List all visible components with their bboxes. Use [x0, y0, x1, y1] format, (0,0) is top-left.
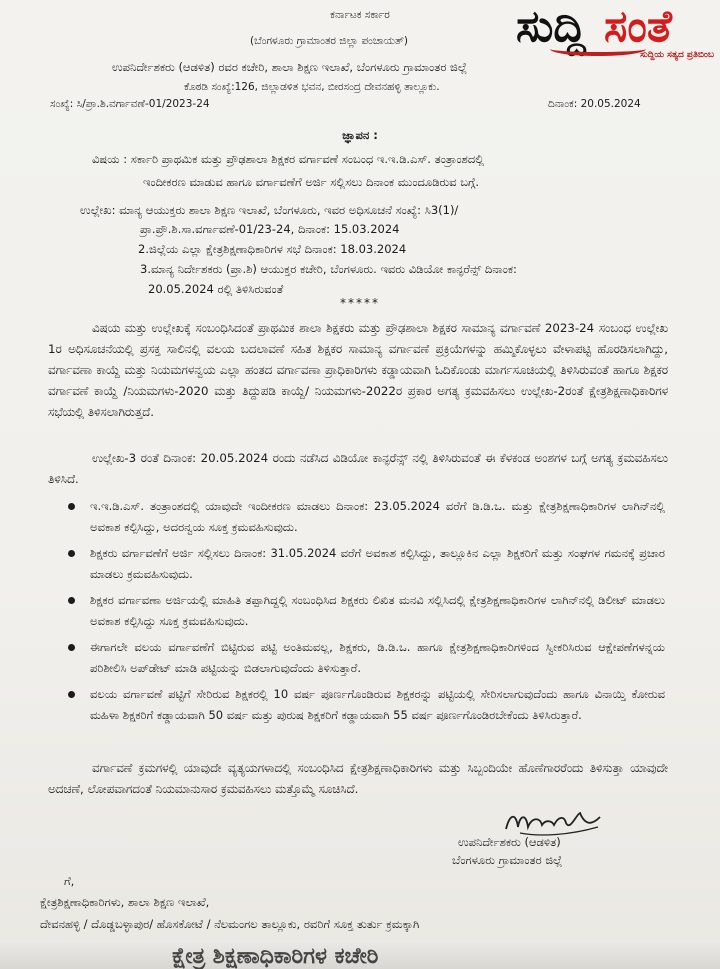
reference-1a: ಉಲ್ಲೇಖ: ಮಾನ್ಯ ಆಯುಕ್ತರು ಶಾಲಾ ಶಿಕ್ಷಣ ಇಲಾಖೆ, ಬೆಂಗಳೂರು, ಇವರ ಅಧಿಸೂಚನೆ ಸಂಖ್ಯೆ: ಸಿ3(1)/	[80, 203, 459, 217]
list-item: ವಲಯ ವರ್ಗಾವಣೆ ಪಟ್ಟಿಗೆ ಸೇರಿರುವ ಶಿಕ್ಷಕರಲ್ಲಿ 10 ವರ್ಷ ಪೂರ್ಣಗೊಂಡಿರುವ ಶಿಕ್ಷಕರನ್ನು ಪಟ್ಟಿಯಲ್ಲಿ ಸೇರಿಸಲಾಗುವುದೆಂದು ಹಾಗೂ ವಿನಾಯ್ತಿ ಕೋರುವ ಮಹಿಳಾ ಶಿಕ್ಷಕರಿಗೆ ಕಡ್ಡಾಯವಾಗಿ 50 ವರ್ಷ ಮತ್ತು ಪುರುಷ ಶಿಕ್ಷಕರಿಗೆ ಕಡ್ಡಾಯವಾಗಿ 55 ವರ್ಷ ಪೂರ್ಣಗೊಂಡಿರಬೇಕೆಂದು ತಿಳಿಸಿರುತ್ತಾರೆ.	[90, 684, 665, 726]
recipients-line-2: ದೇವನಹಳ್ಳಿ / ದೊಡ್ಡಬಳ್ಳಾಪುರ/ ಹೊಸಕೋಟೆ / ನೆಲಮಂಗಲ ತಾಲ್ಲೂಕು, ರವರಿಗೆ ಸೂಕ್ತ ತುರ್ತು ಕ್ರಮಕ್ಕಾಗಿ	[40, 917, 420, 931]
signoff-district: ಬೆಂಗಳೂರು ಗ್ರಾಮಾಂತರ ಜಿಲ್ಲೆ	[452, 853, 563, 867]
logo-word-sante: ಸಂತೆ	[604, 1, 672, 52]
list-item: ಈಗಾಗಲೇ ವಲಯ ವರ್ಗಾವಣೆಗೆ ಬಿಟ್ಟಿರುವ ಪಟ್ಟಿ ಅಂತಿಮವಲ್ಲ, ಶಿಕ್ಷಕರು, ಡಿ.ಡಿ.ಒ. ಹಾಗೂ ಕ್ಷೇತ್ರಶಿಕ್ಷಣಾಧಿಕಾರಿಗಳಿಂದ ಸ್ವೀಕರಿಸಿರುವ ಆಕ್ಷೇಪಣೆಗಳನ್ನಯ ಪರಿಶೀಲಿಸಿ ಅಪ್‌ಡೇಟ್ ಮಾಡಿ ಪಟ್ಟಿಯನ್ನು ಬಿಡಲಾಗುವುದೆಂದು ತಿಳಿಸುತ್ತಾರೆ.	[90, 637, 665, 679]
recipients-to: ಗೆ,	[64, 874, 75, 888]
reference-3b: 20.05.2024 ರಲ್ಲಿ ತಿಳಿಸಿರುವಂತೆ	[148, 282, 284, 296]
paragraph-1: ವಿಷಯ ಮತ್ತು ಉಲ್ಲೇಖಕ್ಕೆ ಸಂಬಂಧಿಸಿದಂತೆ ಪ್ರಾಥಮಿಕ ಶಾಲಾ ಶಿಕ್ಷಕರು ಮತ್ತು ಪ್ರೌಢಶಾಲಾ ಶಿಕ್ಷಕರ ಸಾಮಾನ್ಯ ವರ್ಗಾವಣೆ 2023-24 ಸಂಬಂಧ ಉಲ್ಲೇಖ 1ರ ಅಧಿಸೂಚನೆಯಲ್ಲಿ ಪ್ರಸಕ್ತ ಸಾಲಿನಲ್ಲಿ ವಲಯ ಬದಲಾವಣೆ ಸಹಿತ ಶಿಕ್ಷಕರ ಸಾಮಾನ್ಯ ವರ್ಗಾವಣೆ ಪ್ರಕ್ರಿಯೆಗಳನ್ನು ಹಮ್ಮಿಕೊಳ್ಳಲು ವೇಳಾಪಟ್ಟಿ ಹೊರಡಿಸಲಾಗಿದ್ದು, ವರ್ಗಾವಣಾ ಕಾಯ್ದೆ ಮತ್ತು ನಿಯಮಗಳನ್ವಯ ಎಲ್ಲಾ ಹಂತದ ವರ್ಗಾವಣಾ ಪ್ರಾಧಿಕಾರಿಗಳು ಕಡ್ಡಾಯವಾಗಿ ಓದಿಕೊಂಡು ಮಾರ್ಗಸೂಚಿಯಲ್ಲಿ ತಿಳಿಸಿರುವಂತೆ ಹಾಗೂ ಶಿಕ್ಷಕರ ವರ್ಗಾವಣೆ ಕಾಯ್ದೆ /ನಿಯಮಗಳು-2020 ಮತ್ತು ತಿದ್ದುಪಡಿ ಕಾಯ್ದೆ/ ನಿಯಮಗಳು-2022ರ ಪ್ರಕಾರ ಅಗತ್ಯ ಕ್ರಮವಹಿಸಲು ಉಲ್ಲೇಖ-2ರಂತೆ ಕ್ಷೇತ್ರಶಿಕ್ಷಣಾಧಿಕಾರಿಗಳ ಸಭೆಯಲ್ಲಿ ತಿಳಿಸಲಾಗಿರುತ್ತದೆ.	[48, 321, 668, 419]
list-item: ಶಿಕ್ಷಕರ ವರ್ಗಾವಣಾ ಅರ್ಜಿಯಲ್ಲಿ ಮಾಹಿತಿ ತಪ್ಪಾಗಿದ್ದಲ್ಲಿ ಸಂಬಂಧಿಸಿದ ಶಿಕ್ಷಕರು ಲಿಖಿತ ಮನವಿ ಸಲ್ಲಿಸಿದಲ್ಲಿ ಕ್ಷೇತ್ರಶಿಕ್ಷಣಾಧಿಕಾರಿಗಳ ಲಾಗಿನ್‌ನಲ್ಲಿ ಡಿಲೀಟ್ ಮಾಡಲು ಅವಕಾಶ ಕಲ್ಪಿಸಿದ್ದು ಸೂಕ್ತ ಕ್ರಮವಹಿಸುವುದು.	[90, 590, 665, 632]
header-gov: ಕರ್ನಾಟಕ ಸರ್ಕಾರ	[330, 9, 390, 21]
reference-2: 2.ಜಿಲ್ಲೆಯ ಎಲ್ಲಾ ಕ್ಷೇತ್ರಶಿಕ್ಷಣಾಧಿಕಾರಿಗಳ ಸಭೆ ದಿನಾಂಕ: 18.03.2024	[138, 242, 407, 256]
logo-swoosh-icon	[550, 42, 646, 56]
separator: *****	[340, 296, 380, 310]
reference-3a: 3.ಮಾನ್ಯ ನಿರ್ದೇಶಕರು (ಪ್ರಾ.ಶಿ) ಆಯುಕ್ತರ ಕಚೇರಿ, ಬೆಂಗಳೂರು. ಇವರು ವಿಡಿಯೋ ಕಾನ್ಫರೆನ್ಸ್ ದಿನಾಂಕ:	[140, 262, 517, 276]
instruction-list	[90, 496, 665, 731]
office-stamp-partial: ಕ್ಷೇತ್ರ ಶಿಕ್ಷಣಾಧಿಕಾರಿಗಳ ಕಚೇರಿ	[172, 944, 379, 969]
reference-number: ಸಂಖ್ಯೆ: ಸಿ/ಪ್ರಾ.ಶಿ.ವರ್ಗಾವಣೆ-01/2023-24	[50, 98, 210, 110]
recipients-line-1: ಕ್ಷೇತ್ರಶಿಕ್ಷಣಾಧಿಕಾರಿಗಳು, ಶಾಲಾ ಶಿಕ್ಷಣ ಇಲಾಖೆ,	[40, 895, 210, 909]
header-office: ಉಪನಿರ್ದೇಶಕರು (ಆಡಳಿತ) ರವರ ಕಚೇರಿ, ಶಾಲಾ ಶಿಕ್ಷಣ ಇಲಾಖೆ, ಬೆಂಗಳೂರು ಗ್ರಾಮಾಂತರ ಜಿಲ್ಲೆ	[112, 60, 468, 74]
list-item: ಇ.ಇ.ಡಿ.ಎಸ್. ತಂತ್ರಾಂಶದಲ್ಲಿ ಯಾವುದೇ ಇಂದೀಕರಣ ಮಾಡಲು ದಿನಾಂಕ: 23.05.2024 ವರೆಗೆ ಡಿ.ಡಿ.ಒ. ಮತ್ತು ಕ್ಷೇತ್ರಶಿಕ್ಷಣಾಧಿಕಾರಿಗಳ ಲಾಗಿನ್‌ನಲ್ಲಿ ಅವಕಾಶ ಕಲ್ಪಿಸಿದ್ದು, ಅದರನ್ವಯ ಸೂಕ್ತ ಕ್ರಮವಹಿಸುವುದು.	[90, 496, 665, 538]
logo-tagline: ಸುದ್ದಿಯ ಸತ್ಯದ ಪ್ರತಿಬಿಂಬ	[640, 50, 714, 60]
header-panchayat: (ಬೆಂಗಳೂರು ಗ್ರಾಮಾಂತರ ಜಿಲ್ಲಾ ಪಂಚಾಯತ್)	[250, 35, 409, 47]
paragraph-2: ಉಲ್ಲೇಖ-3 ರಂತೆ ದಿನಾಂಕ: 20.05.2024 ರಂದು ನಡೆಸಿದ ವಿಡಿಯೋ ಕಾನ್ಫರೆನ್ಸ್ ನಲ್ಲಿ ತಿಳಿಸಿರುವಂತೆ ಈ ಕೆಳಕಂಡ ಅಂಶಗಳ ಬಗ್ಗೆ ಅಗತ್ಯ ಕ್ರಮವಹಿಸಲು ತಿಳಿಸಿದೆ.	[48, 451, 668, 486]
document-date: ದಿನಾಂಕ: 20.05.2024	[548, 98, 641, 110]
reference-1b: ಪ್ರಾ.ಪ್ರೌ.ಶಿ.ಸಾ.ವರ್ಗಾವಣೆ-01/23-24, ದಿನಾಂಕ: 15.03.2024	[140, 222, 400, 236]
logo-word-sudhi: ಸುದ್ದಿ	[516, 1, 586, 52]
paragraph-3: ವರ್ಗಾವಣೆ ಕ್ರಮಗಳಲ್ಲಿ ಯಾವುದೇ ವ್ಯತ್ಯಯಗಳಾದಲ್ಲಿ ಸಂಬಂಧಿಸಿದ ಕ್ಷೇತ್ರಶಿಕ್ಷಣಾಧಿಕಾರಿಗಳು ಮತ್ತು ಸಿಬ್ಬಂದಿಯೇ ಹೊಣೆಗಾರರೆಂದು ತಿಳಿಸುತ್ತಾ ಯಾವುದೇ ಅದಚಣೆ, ಲೋಪವಾಗದಂತೆ ನಿಯಮಾನುಸಾರ ಕ್ರಮವಹಿಸಲು ಮತ್ತೊಮ್ಮೆ ಸೂಚಿಸಿದೆ.	[48, 761, 668, 796]
list-item: ಶಿಕ್ಷಕರು ವರ್ಗಾವಣೆಗೆ ಅರ್ಜಿ ಸಲ್ಲಿಸಲು ದಿನಾಂಕ: 31.05.2024 ವರೆಗೆ ಅವಕಾಶ ಕಲ್ಪಿಸಿದ್ದು, ತಾಲ್ಲೂಕಿನ ಎಲ್ಲಾ ಶಿಕ್ಷಕರಿಗೆ ಮತ್ತು ಸಂಘಗಳ ಗಮನಕ್ಕೆ ಪ್ರಚಾರ ಮಾಡಲು ಕ್ರಮವಹಿಸುವುದು.	[90, 543, 665, 585]
header-address: ಕೊಠಡಿ ಸಂಖ್ಯೆ:126, ಜಿಲ್ಲಾಡಳಿತ ಭವನ, ಬೀರಸಂದ್ರ ದೇವನಹಳ್ಳಿ ತಾಲ್ಲೂಕು.	[184, 81, 440, 93]
subject-line-1: ವಿಷಯ : ಸರ್ಕಾರಿ ಪ್ರಾಥಮಿಕ ಮತ್ತು ಪ್ರೌಢಶಾಲಾ ಶಿಕ್ಷಕರ ವರ್ಗಾವಣೆ ಸಂಬಂಧ ಇ.ಇ.ಡಿ.ಎಸ್. ತಂತ್ರಾಂಶದಲ್ಲಿ	[92, 152, 484, 166]
memo-title: ಜ್ಞಾಪನ :	[342, 128, 378, 142]
signoff-designation: ಉಪನಿರ್ದೇಶಕರು (ಆಡಳಿತ)	[458, 835, 561, 849]
subject-line-2: ಇಂದೀಕರಣ ಮಾಡುವ ಹಾಗೂ ವರ್ಗಾವಣೆಗೆ ಅರ್ಜಿ ಸಲ್ಲಿಸಲು ದಿನಾಂಕ ಮುಂದೂಡಿರುವ ಬಗ್ಗೆ.	[143, 175, 480, 189]
